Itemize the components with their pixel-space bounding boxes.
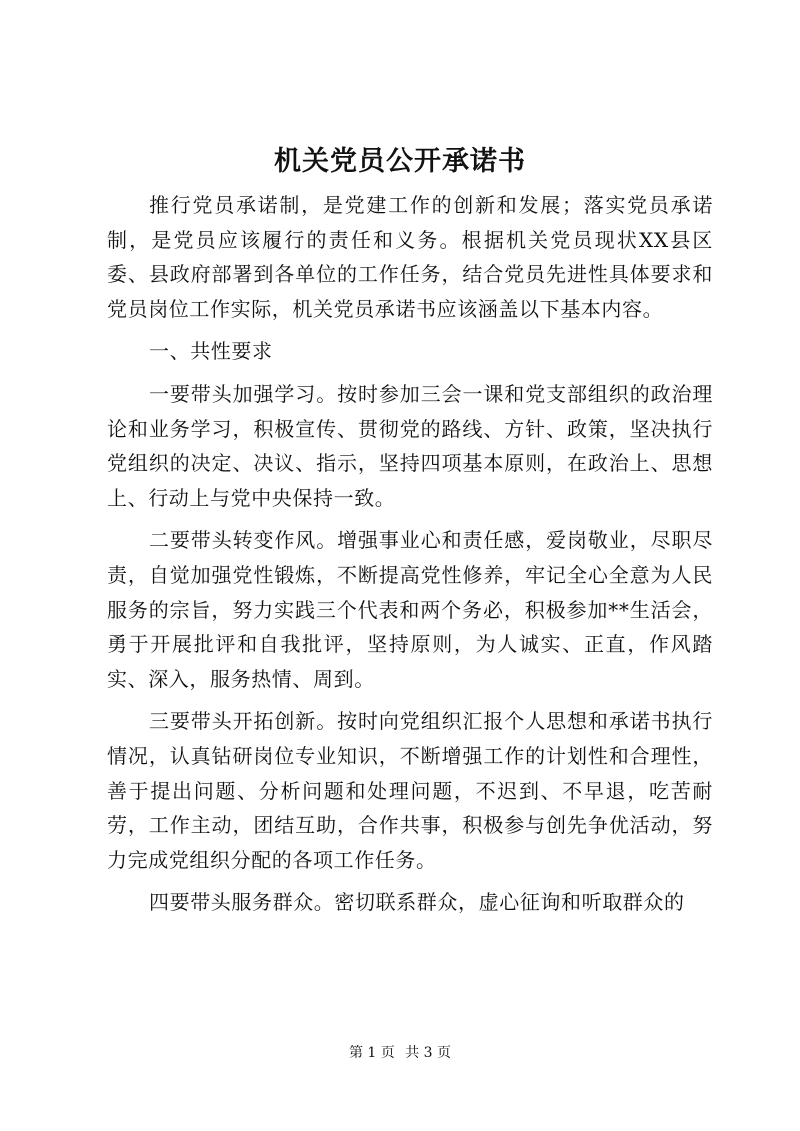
document-title: 机关党员公开承诺书: [274, 146, 526, 177]
section-heading: 一、共性要求: [149, 339, 273, 364]
requirement-paragraph-1: 一要带头加强学习。按时参加三会一课和党支部组织的政治理论和业务学习，积极宣传、贯彻党的路线、方针、政策，坚决执行党组织的决定、决议、指示，坚持四项基本原则，在政治上、思想上、行动上与党中央保持一致。: [107, 381, 713, 510]
page-number: 第 1 页: [348, 1045, 395, 1061]
document-body: [107, 188, 713, 920]
page-total: 共 3 页: [405, 1045, 452, 1061]
page-footer: [0, 1044, 800, 1062]
intro-paragraph: 推行党员承诺制，是党建工作的创新和发展；落实党员承诺制，是党员应该履行的责任和义务。根据机关党员现状XX县区委、县政府部署到各单位的工作任务，结合党员先进性具体要求和党员岗位工作实际，机关党员承诺书应该涵盖以下基本内容。: [107, 193, 713, 321]
requirement-paragraph-3: 三要带头开拓创新。按时向党组织汇报个人思想和承诺书执行情况，认真钻研岗位专业知识，不断增强工作的计划性和合理性，善于提出问题、分析问题和处理问题，不迟到、不早退，吃苦耐劳，工作主动，团结互助，合作共事，积极参与创先争优活动，努力完成党组织分配的各项工作任务。: [107, 709, 713, 872]
requirement-paragraph-2: 二要带头转变作风。增强事业心和责任感，爱岗敬业，尽职尽责，自觉加强党性锻炼，不断提高党性修养，牢记全心全意为人民服务的宗旨，努力实践三个代表和两个务必，积极参加**生活会，勇于开展批评和自我批评，坚持原则，为人诚实、正直，作风踏实、深入，服务热情、周到。: [107, 528, 713, 691]
requirement-paragraph-4: 四要带头服务群众。密切联系群众，虚心征询和听取群众的: [149, 890, 685, 915]
